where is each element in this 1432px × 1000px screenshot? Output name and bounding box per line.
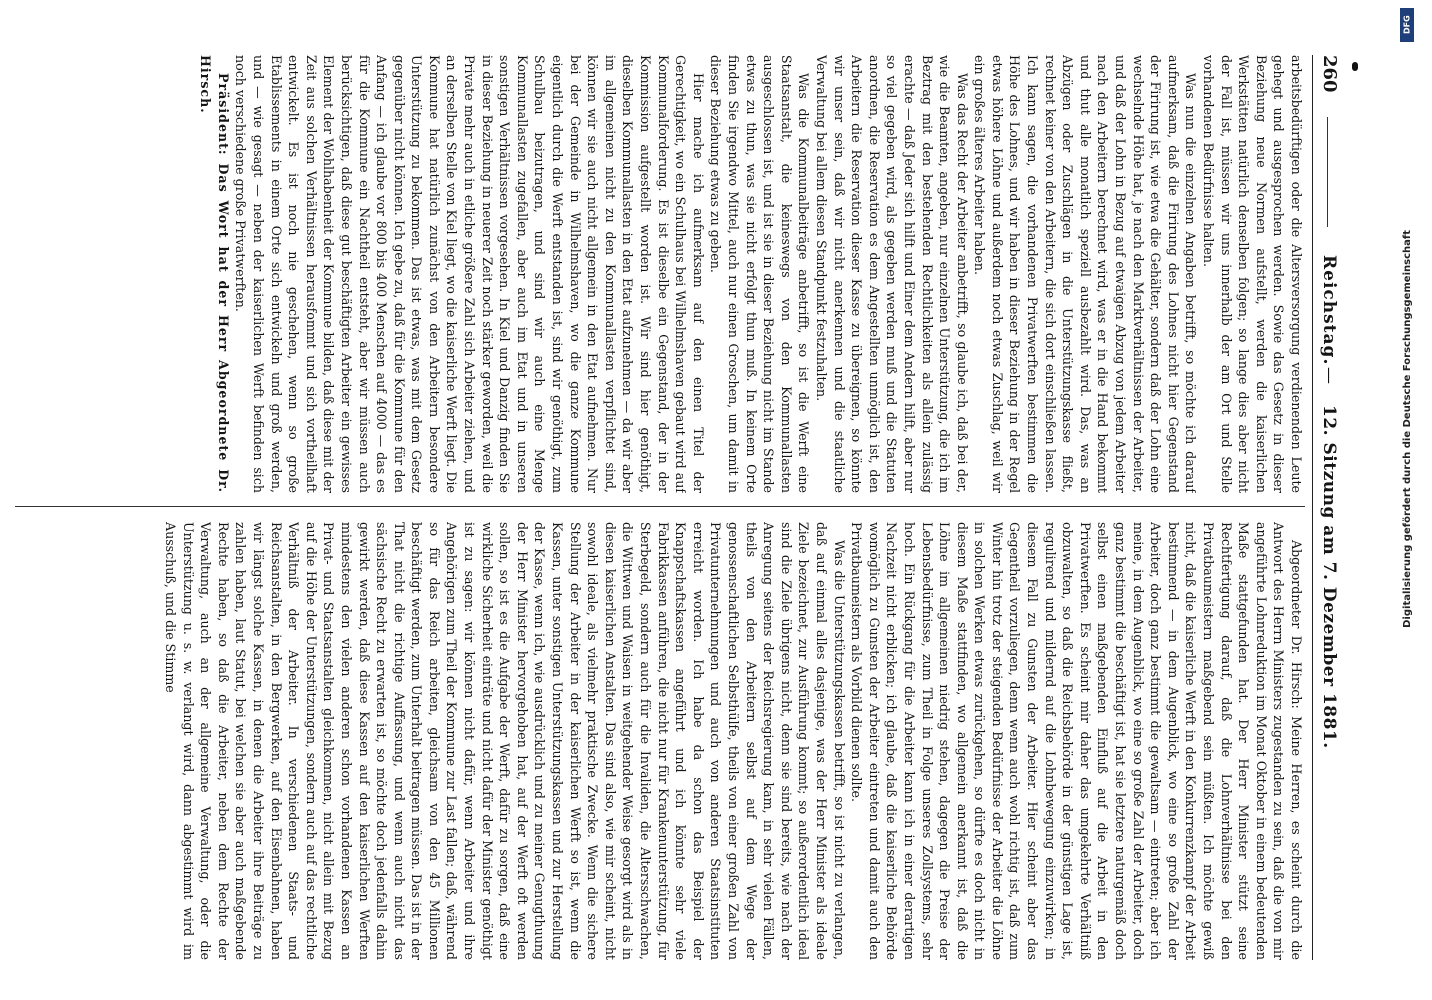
left-paragraph: Was die Kommunalbeiträge anbetrifft, so ist die Werft eine Staatsanstalt, die keineswegs von den Kommunallasten ausgeschlossen ist, und ist sie in dieser Beziehung nicht im Stande etwas zu thun, was sie nicht erfolgt thun muß. In keinem Orte finden Sie irgendwo Mittel, auch nur einen Groschen, um damit in dieser Beziehung etwas zu geben. <box>708 55 812 493</box>
page-number: 260 <box>1319 55 1340 93</box>
left-paragraph: arbeitsbedürftigen oder die Altersversorgung verdienenden Leute gehegt und ausgesprochen werden. Sowie das Gesetz in dieser Beziehung neue Normen aufstellt, werden die kaiserlichen Werkstätten natürlich denselben folgen; so lange dies aber nicht der Fall ist, müssen wir uns innerhalb der am Ort und Stelle vorhandenen Bedürfnisse halten. <box>1201 55 1304 493</box>
page-header <box>1312 55 1353 960</box>
digitization-note: Digitalisierung gefördert durch die Deutsche Forschungsgemeinschaft <box>1402 230 1413 628</box>
header-dash: — <box>1319 367 1339 384</box>
dfg-logo: DFG <box>1400 8 1414 42</box>
left-paragraph: Was nun die einzelnen Angaben betrifft, so möchte ich darauf aufmerksam, daß die Firirung des Lohnes nicht hier Gegenstand der Firirung ist, wie etwa die Gehälter, sondern daß der Lohn eine wechselnde Höhe hat, je nach den Marktverhältnissen der Arbeiter, und daß der Lohn in Bezug auf etwaigen Abzug von jedem Arbeiter nach den Arbeitern berechnet wird, was er in die Hand bekommt und thut alle monatlich speziell ausbezahlt wird. Das, was an Abzügen oder Zuschlägen in die Unterstützungskasse fließt, rechnet keiner von den Arbeitern, die sich dort einschließen lassen. Ich kann sagen, die vorhandenen Privatwerften bestimmen die Höhe des Lohnes, und wir haben in dieser Beziehung in der Regel etwas höhere Löhne und außerdem noch etwas Zuschlag, weil wir ein großes älteres Arbeiter haben. <box>972 55 1199 493</box>
left-paragraph: Was das Recht der Arbeiter anbetrifft, so glaube ich, daß bei der, wie die Beamten, angeben, nur einzelnen Unterstützung, die ich im Beztrag mit den bestehenden Rechtlichkeiten als allein zulässig erachte — daß Jeder sich hilft und Einer dem Andern hilft, aber nur so viel gegeben wird, als gegeben werden muß und die Statuten anordnen, die Reservation es dem Angestellten unmöglich ist, den Arbeitern die Reservation dieser Kasse zu übereignen, so könnte wir unser sein, daß wir nicht anerkennen und die staatliche Verwaltung bei allem diesen Standpunkt festzuhalten. <box>813 55 970 493</box>
publication-title: Reichstag. <box>1319 255 1339 366</box>
scan-mark <box>1352 62 1358 71</box>
president-closing-line: Präsident: Das Wort hat der Herr Abgeordnete Dr. Hirsch. <box>198 55 231 493</box>
left-column <box>15 55 1305 493</box>
left-paragraph: Hier mache ich aufmerksam auf den einen Titel der Gerechtigkeit, wo ein Schulhaus bei Wilhelmshaven gebaut wird auf Kommunalforderung. Es ist dieselbe ein Gegenstand, der in der Kommission aufgestellt worden ist. Wir sind hier genöthigt, dieselben Kommunallasten in den Etat aufzunehmen — da wir aber im allgemeinen nicht zu den Kommunallasten verpflichtet sind, können wir sie auch nicht allgemein in den Etat aufnehmen. Nur bei der Gemeinde in Wilhelmshaven, wo die ganze Kommune eigentlich durch die Werft entstanden ist, sind wir genöthigt, zum Schulbau beizutragen, und sind wir auch eine Menge Kommunallasten zugefallen, aber auch im Etat und in unseren sonstigen Verhältnissen vorgesehen. In Kiel und Danzig finden Sie in dieser Beziehung in neuerer Zeit noch stärker geworden, weil die Private mehr auch in etliche größere Zahl sich Arbeiter ziehen, und an derselben Stelle von Kiel liegt, wo die kaiserliche Werft liegt. Die Kommune hat natürlich zunächst von den Arbeitern besondere Unterstützung zu bekommen. Das ist etwas, was mit dem Gesetz gegenüber nicht können. Ich gebe zu, daß für die Kommune für den Anfang — ich glaube vor 800 bis 400 Menschen auf 4000 — das es für die Kommune ein Nachtheil entsteht, aber wir müssen auch berücksichtigen, daß diese gut beschäftigten Arbeiter ein gewisses Element der Wohlhabenheit der Kommune bilden, daß diese mit der Zeit aus solchen Verhältnissen herausfommt und sich vortheilhaft entwickelt. Es ist noch nie geschehen, wenn so große Etablissements in einem Orte sich entwickeln und groß werden, und — wie gesagt — neben der kaiserlichen Werft befinden sich noch verschiedene große Privatwerften. <box>233 55 706 493</box>
right-paragraph: Abgeordneter Dr. Hirsch: Meine Herren, es scheint durch die Antwort des Herrn Ministers zugestanden zu sein, daß die von mir angeführte Lohnreduktion im Monat Oktober in einem bedeutenden Maße stattgefunden hat. Der Herr Minister stützt seine Rechtfertigung darauf, daß die Lohnverhältnisse bei den Privatbaumeistern maßgebend sein müßten. Ich möchte gewiß nicht, daß die kaiserliche Werft in den Konkurrenzkampf der Arbeit bestimmend — in dem Augenblick, wo eine so große Zahl der Arbeiter, doch ganz bestimmt die gewaltsam — eintreten; aber ich meine, in dem Augenblick, wo eine so große Zahl der Arbeiter, doch ganz bestimmt die beschäftigt ist, hat sie letztere naturgemäß doch selbst einen maßgebenden Einfluß auf die Arbeit in den Privatwerften. Es scheint mir daher das umgekehrte Verhältniß obzuwalten, so daß die Reichsbehörde in der günstigen Lage ist, regulirend und mildernd auf die Lohnbewegung einzuwirken; in diesem Fall zu Gunsten der Arbeiter. Hier scheint aber das Gegentheil vorzuliegen, denn wenn auch wohl richtig ist, daß zum Winter hin trotz der steigenden Bedürfnisse der Arbeiter die Löhne in solchen Werken etwas zurückgehen, so dürfte es doch nicht in diesem Maße stattfinden, wo allgemein anerkannt ist, daß die Löhne im allgemeinen niedrig stehen, dagegen die Preise der Lebensbedürfnisse, zum Theil in Folge unseres Zollsystems, sehr hoch. Ein Rückgang für die Arbeiter kann ich in einer derartigen Nachzeit nicht erblicken; ich glaube, daß die kaiserliche Behörde womöglich zu Gunsten der Arbeiter eintreten und damit auch den Privatbaumeistern als Vorbild dienen sollte. <box>849 522 1304 960</box>
column-divider <box>15 506 1305 507</box>
right-column <box>15 522 1305 960</box>
session-title: 12. Sitzung am 7. Dezember 1881. <box>1319 405 1339 749</box>
header-rule <box>1327 117 1328 227</box>
right-paragraph: Was die Unterstützungskassen betrifft, so ist nicht zu verlangen, daß auf einmal alles dasjenige, was der Herr Minister als ideale Ziele bezeichnet, zur Ausführung kommt; so außerordentlich ideal sind die Ziele übrigens nicht, denn sie sind bereits, wie nach der Anregung seitens der Reichsregierung kam, in sehr vielen Fällen, theils von den Arbeitern selbst auf dem Wege der genossenschaftlichen Selbsthülfe, theils von einer großen Zahl von Privatunternehmungen und auch von anderen Staatsinstituten erreicht worden. Ich habe da schon das Beispiel der Knappschaftskassen angeführt und ich könnte sehr viele Fabrikkassen anführen, die nicht nur für Krankenunterstützung, für Sterbegeld, sondern auch für die Invaliden, die Altersschwachen, die Wittwen und Waisen in weitgehender Weise gesorgt wird als in diesen kaiserlichen Anstalten. Das sind also, wie mir scheint, nicht sowohl ideale, als vielmehr praktische Zwecke. Wenn die sichere Stellung der Arbeiter in der kaiserlichen Werft so ist, wenn die Kassen, unter sonstigen Unterstützungskassen und zur Herstellung der Kasse, wenn ich, wie ausdrücklich und zu meiner Genugthuung der Herr Minister hervorgehoben hat, auf der Werft oft werden sollen, so ist es die Aufgabe der Werft, dafür zu sorgen, daß eine wirkliche Sicherheit einträte und nicht dafür der Minister genöthigt ist zu sagen: wir können nicht dafür, wenn Arbeiter und ihre Angehörigen zum Theil der Kommune zur Last fallen; daß, während so für das Reich arbeiten, gleichsam von den 45 Millionen beschäftigt werden, zum Unterhalt beitragen müssen. Das ist in der That nicht die richtige Auffassung, und wenn auch nicht das sächsische Recht zu erwarten ist, so möchte doch jedenfalls dahin gewirkt werden, daß diese Kassen auf den kaiserlichen Werften mindestens den vielen anderen schon vorhandenen Kassen an Privat- und Staatsanstalten gleichkommen, nicht allein mit Bezug auf die Höhe der Unterstützungen, sondern auch auf das rechtliche Verhältniß der Arbeiter. In verschiedenen Staats- und Reichsanstalten, in den Bergwerken, auf den Eisenbahnen, haben wir längst solche Kassen, in denen die Arbeiter ihre Beiträge zu zahlen haben, laut Statut, bei welchen sie aber auch maßgebende Rechte haben, so daß die Arbeiter, neben dem Rechte der Verwaltung, auch an der allgemeine Verwaltung, oder die Unterstützung u. s. w. verlangt wird, dann abgestimmt wird im Ausschuß, und die Stimme <box>163 522 847 960</box>
